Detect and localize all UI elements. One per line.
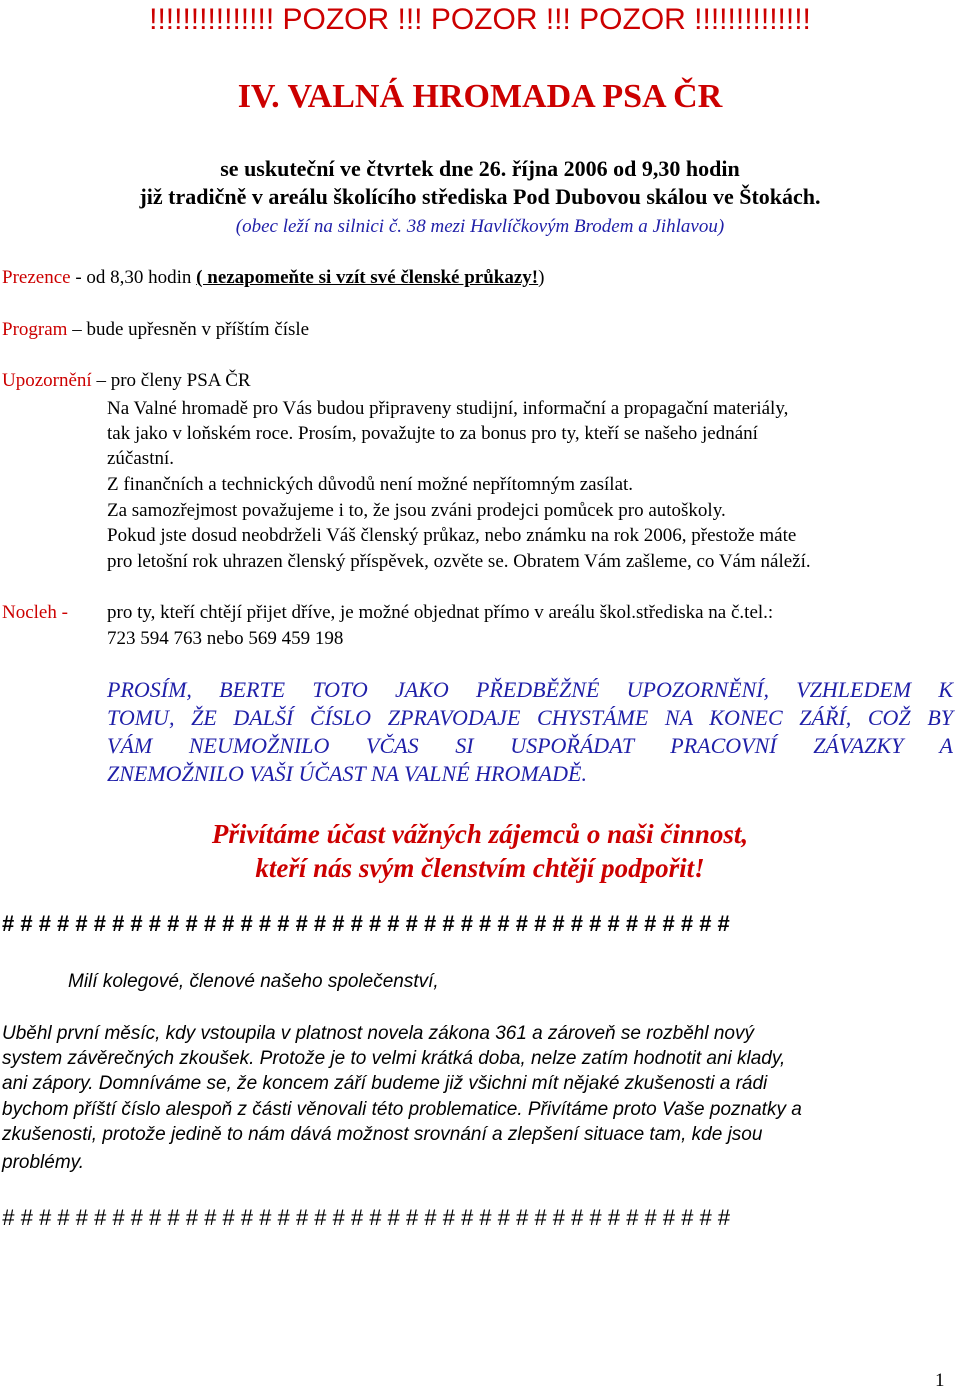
welcome-line-1: Přivítáme účast vážných zájemců o naši činnost, (211, 819, 749, 849)
location-note: (obec leží na silnici č. 38 mezi Havlíčkovým Brodem a Jihlavou) (235, 216, 725, 237)
program-label: Program (2, 319, 68, 340)
program-line (2, 317, 309, 342)
prezence-line (2, 265, 544, 290)
nocleh-label: Nocleh - (2, 602, 68, 623)
prezence-note-end: ) (538, 267, 545, 288)
date-line: se uskuteční ve čtvrtek dne 26. října 2006 od 9,30 hodin (220, 156, 740, 181)
prezence-note: ( nezapomeňte si vzít své členské průkazy! (196, 267, 539, 288)
letter-line: Uběhl první měsíc, kdy vstoupila v platnost novela zákona 361 a zároveň se rozběhl nový (2, 1023, 754, 1044)
upozorneni-line (2, 368, 251, 393)
upozorneni-label: Upozornění (2, 370, 92, 391)
upozorneni-paragraph-line: Za samozřejmost považujeme i to, že jsou zváni prodejci pomůcek pro autoškoly. (107, 500, 726, 521)
upozorneni-paragraph-line: Na Valné hromadě pro Vás budou připraveny studijní, informační a propagační materiály, (107, 398, 789, 419)
notice-line: PROSÍM, BERTE TOTO JAKO PŘEDBĚŽNÉ UPOZORNĚNÍ, VZHLEDEM K (107, 677, 953, 702)
nocleh-phones: 723 594 763 nebo 569 459 198 (107, 628, 344, 649)
letter-line: bychom příští číslo alespoň z části věnovali této problematice. Přivítáme proto Vaše poznatky a (2, 1099, 802, 1120)
upozorneni-paragraph-line: tak jako v loňském roce. Prosím, považujte to za bonus pro ty, kteří se našeho jednání (107, 423, 758, 444)
letter-greeting: Milí kolegové, členové našeho společenství, (68, 971, 439, 992)
notice-line: ZNEMOŽNILO VAŠI ÚČAST NA VALNÉ HROMADĚ. (107, 761, 587, 786)
program-text: – bude upřesněn v příštím čísle (67, 319, 310, 340)
welcome-line-2: kteří nás svým členstvím chtějí podpořit! (255, 853, 705, 883)
nocleh-text: pro ty, kteří chtějí přijet dříve, je možné objednat přímo v areálu škol.střediska na č.tel.: (107, 602, 774, 623)
letter-line: problémy. (2, 1152, 85, 1173)
warning-banner: !!!!!!!!!!!!!!! POZOR !!! POZOR !!! POZOR !!!!!!!!!!!!!! (149, 3, 811, 36)
preliminary-notice (107, 676, 953, 788)
prezence-label: Prezence (2, 267, 71, 288)
notice-line: TOMU, ŽE DALŠÍ ČÍSLO ZPRAVODAJE CHYSTÁME NA KONEC ZÁŘÍ, COŽ BY (107, 705, 953, 730)
prezence-text: - od 8,30 hodin (70, 267, 197, 288)
letter-line: system závěrečných zkoušek. Protože je to velmi krátká doba, nelze zatím hodnotit ani klady, (2, 1048, 786, 1069)
upozorneni-paragraph-line: Pokud jste dosud neobdrželi Váš členský průkaz, nebo známku na rok 2006, přestože máte (107, 525, 797, 546)
upozorneni-paragraph-line: Z finančních a technických důvodů není možné nepřítomným zasílat. (107, 474, 634, 495)
upozorneni-paragraph-line: zúčastní. (107, 448, 175, 469)
place-line: již tradičně v areálu školícího střediska Pod Dubovou skálou ve Štokách. (139, 184, 821, 209)
nocleh-line (2, 600, 68, 625)
page-number: 1 (935, 1370, 945, 1391)
letter-line: zkušenosti, protože jedině to nám dává možnost srovnání a zlepšení situace tam, kde jsou (2, 1124, 763, 1145)
letter-line: ani zápory. Domníváme se, že koncem září budeme již všichni mít nějaké zkušenosti a rádi (2, 1073, 768, 1094)
upozorneni-paragraph-line: pro letošní rok uhrazen členský příspěvek, ozvěte se. Obratem Vám zašleme, co Vám náleží. (107, 551, 811, 572)
separator-bottom: # # # # # # # # # # # # # # # # # # # # # # # # # # # # # # # # # # # # # # # # (2, 1205, 730, 1230)
notice-line: VÁM NEUMOŽNILO VČAS SI USPOŘÁDAT PRACOVNÍ ZÁVAZKY A (107, 733, 953, 758)
meeting-title: IV. VALNÁ HROMADA PSA ČR (237, 78, 723, 115)
upozorneni-text: – pro členy PSA ČR (91, 370, 251, 391)
separator-top: # # # # # # # # # # # # # # # # # # # # # # # # # # # # # # # # # # # # # # # # (2, 911, 730, 936)
